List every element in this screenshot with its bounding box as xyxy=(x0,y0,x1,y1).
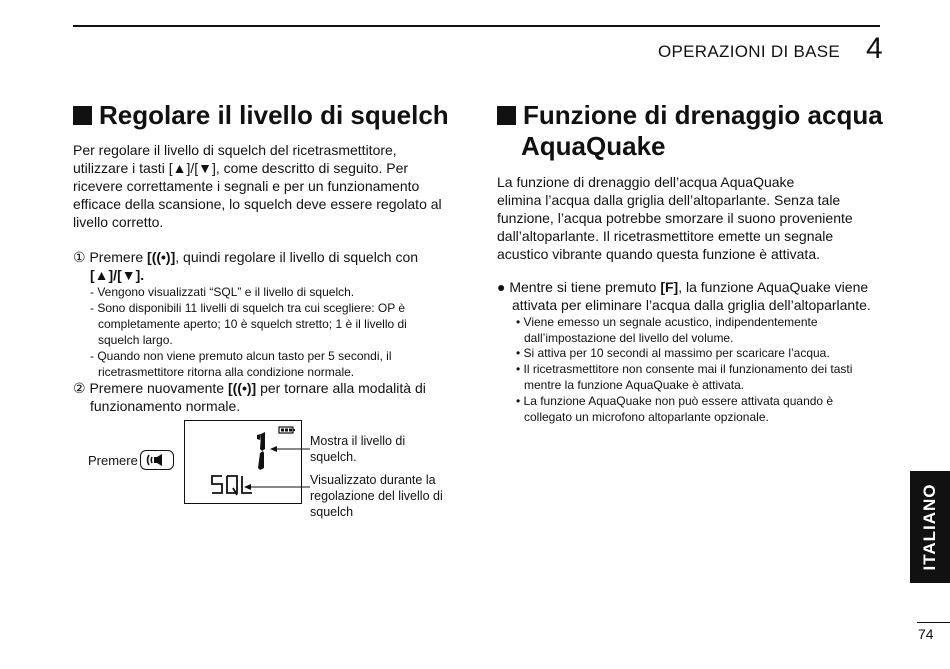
aquaquake-note: • La funzione AquaQuake non può essere attivata quando è xyxy=(516,394,834,408)
callout-level-text: Mostra il livello di xyxy=(310,434,406,448)
section-header: OPERAZIONI DI BASE xyxy=(658,42,841,61)
step-note: ricetrasmettitore ritorna alla condizione normale. xyxy=(98,365,355,379)
step-text: funzionamento normale. xyxy=(90,398,241,414)
bullet-text: , la funzione AquaQuake viene xyxy=(678,279,869,295)
aquaquake-note: • Il ricetrasmettitore non consente mai il funzionamento dei tasti xyxy=(516,362,853,376)
step-number: ② xyxy=(73,380,86,396)
intro-line: acustico vibrante quando questa funzione è attivata. xyxy=(497,246,820,262)
intro-line: La funzione di drenaggio dell’acqua AquaQuake xyxy=(497,174,795,190)
bullet-text: attivata per eliminare l’acqua dalla griglia dell’altoparlante. xyxy=(512,297,871,313)
intro-line: efficace della scansione, lo squelch deve essere regolato al xyxy=(73,196,442,212)
aquaquake-note: • Viene emesso un segnale acustico, indipendentemente xyxy=(516,315,818,329)
step-text: Premere xyxy=(89,249,148,265)
aquaquake-note: collegato un microfono altoparlante opzionale. xyxy=(524,410,769,424)
step-2 xyxy=(73,379,426,397)
right-section-title-line2: AquaQuake xyxy=(521,131,666,161)
step-note: - Quando non viene premuto alcun tasto per 5 secondi, il xyxy=(90,349,392,363)
monitor-key: [((•)] xyxy=(227,380,257,396)
language-tab-label: ITALIANO xyxy=(920,483,939,571)
intro-line: dall’altoparlante. Il ricetrasmettitore emette un segnale xyxy=(497,228,834,244)
callout-level-text: squelch. xyxy=(310,450,357,464)
callout-sql-text: Visualizzato durante la xyxy=(310,473,436,487)
step-number: ① xyxy=(73,249,86,265)
step-note: squelch largo. xyxy=(98,333,173,347)
step-text: , quindi regolare il livello di squelch con xyxy=(175,249,419,265)
square-bullet-icon xyxy=(73,106,92,125)
step-text: per tornare alla modalità di xyxy=(256,380,426,396)
left-section-title: Regolare il livello di squelch xyxy=(73,100,449,131)
intro-line: ricevere correttamente i segnali e per un funzionamento xyxy=(73,178,420,194)
step-note: completamente aperto; 10 è squelch stretto; 1 è il livello di xyxy=(98,317,407,331)
aquaquake-note: mentre la funzione AquaQuake è attivata. xyxy=(524,378,745,392)
intro-line: funzione, l’acqua potrebbe smorzare il suono proveniente xyxy=(497,210,853,226)
page-number-rule xyxy=(917,622,950,623)
intro-line: elimina l’acqua dalla griglia dell’altoparlante. Senza tale xyxy=(497,192,841,208)
square-bullet-icon xyxy=(497,106,516,125)
round-bullet-icon: ● xyxy=(497,279,506,295)
step-note: - Sono disponibili 11 livelli di squelch tra cui scegliere: OP è xyxy=(90,301,406,315)
press-label: Premere xyxy=(88,453,138,468)
aquaquake-note: • Si attiva per 10 secondi al massimo per scaricare l’acqua. xyxy=(516,346,830,360)
monitor-key: [((•)] xyxy=(147,249,176,265)
intro-line: utilizzare i tasti [▲]/[▼], come descritto di seguito. Per xyxy=(73,160,409,176)
f-key: [F] xyxy=(660,279,679,295)
up-down-keys: [▲]/[▼]. xyxy=(90,267,145,283)
chapter-number: 4 xyxy=(866,32,883,65)
step-text: Premere nuovamente xyxy=(89,380,228,396)
step-1 xyxy=(73,248,418,266)
bullet-text: Mentre si tiene premuto xyxy=(509,279,661,295)
callout-sql-text: regolazione del livello di xyxy=(310,489,443,503)
monitor-button-icon xyxy=(140,450,174,470)
step-note: - Vengono visualizzati “SQL” e il livello di squelch. xyxy=(90,285,355,299)
aquaquake-note: dall’impostazione del livello del volume. xyxy=(524,331,734,345)
page-number: 74 xyxy=(918,626,934,642)
aquaquake-bullet xyxy=(497,278,868,296)
callout-sql-text: squelch xyxy=(310,505,354,519)
header-rule xyxy=(73,25,880,27)
right-section-title: Funzione di drenaggio acqua xyxy=(497,100,883,131)
intro-line: livello corretto. xyxy=(73,214,164,230)
language-tab xyxy=(910,471,950,583)
intro-line: Per regolare il livello di squelch del ricetrasmettitore, xyxy=(73,142,397,158)
